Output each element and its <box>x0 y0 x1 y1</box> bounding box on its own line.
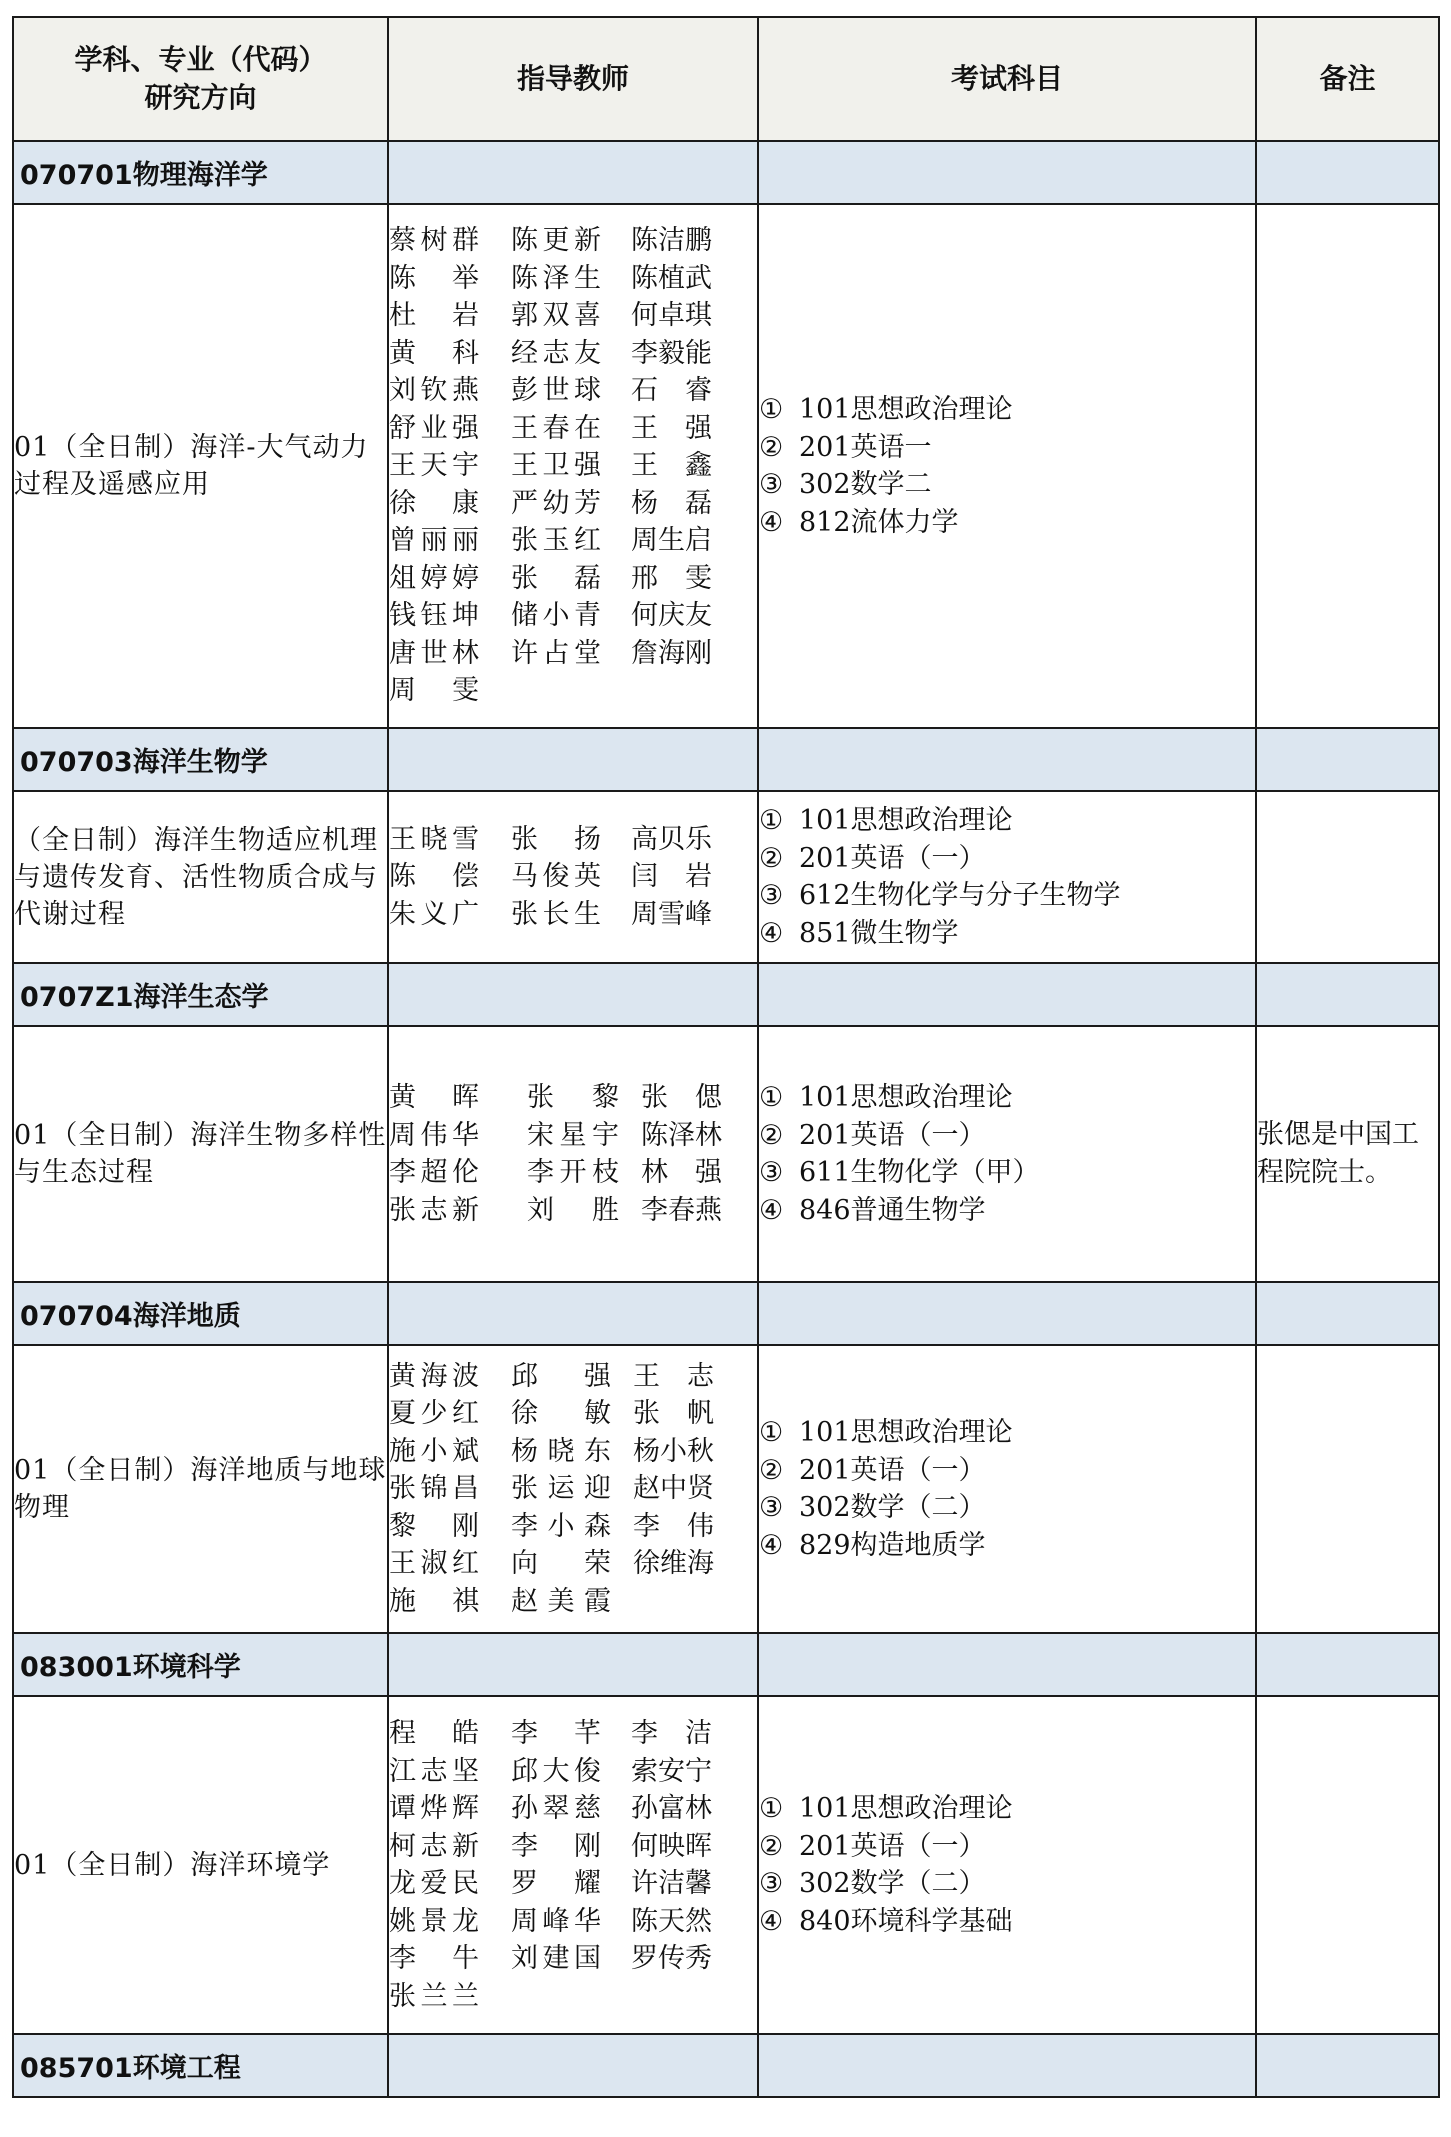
section-title: 070704海洋地质 <box>13 1282 388 1345</box>
exam-item <box>759 840 1255 878</box>
advisor-name: 李超伦 <box>389 1157 479 1188</box>
advisor-name: 石 睿 <box>631 375 712 407</box>
exam-number: ④ <box>759 917 784 949</box>
exam-number: ② <box>759 1454 784 1486</box>
exam-subject: 851微生物学 <box>799 917 959 949</box>
advisor-name: 李小森 <box>511 1510 611 1542</box>
exam-item <box>759 1828 1255 1866</box>
advisor-row <box>389 1117 757 1155</box>
section-row <box>13 1282 1439 1345</box>
advisor-name: 刘建国 <box>511 1943 601 1974</box>
advisor-name: 张 偲 <box>641 1082 722 1113</box>
advisor-name: 王天宇 <box>389 450 479 482</box>
advisor-row <box>389 1940 757 1978</box>
advisor-name: 马俊英 <box>511 861 601 893</box>
exam-list <box>758 791 1256 963</box>
exam-number: ③ <box>759 1868 784 1899</box>
exam-number: ④ <box>759 1529 784 1561</box>
exam-item <box>759 1192 1255 1230</box>
exam-item <box>759 1527 1255 1565</box>
advisor-row <box>389 1079 757 1117</box>
table-header <box>13 17 1439 141</box>
advisor-name: 王 强 <box>631 412 712 444</box>
exam-number: ② <box>759 842 784 874</box>
exam-subject: 201英语一 <box>799 431 932 463</box>
advisor-row <box>389 1978 757 2016</box>
advisor-name: 李 芊 <box>511 1718 601 1749</box>
advisor-name: 何映晖 <box>631 1830 712 1862</box>
advisor-name: 严幼芳 <box>511 487 601 519</box>
advisor-row <box>389 447 757 485</box>
advisor-name: 施 祺 <box>389 1585 479 1617</box>
advisor-name: 赵中贤 <box>633 1473 714 1505</box>
advisor-name: 张 黎 <box>527 1082 619 1113</box>
advisor-list <box>388 204 758 728</box>
advisor-name: 姚景龙 <box>389 1905 479 1937</box>
exam-number: ④ <box>759 506 784 538</box>
advisor-name <box>631 672 691 710</box>
exam-item <box>759 466 1255 504</box>
advisor-name: 李 牛 <box>389 1943 479 1974</box>
advisor-name: 李毅能 <box>631 337 712 369</box>
direction-row <box>13 1696 1439 2034</box>
exam-number: ① <box>759 1082 784 1113</box>
exam-subject: 201英语（一） <box>799 1830 986 1862</box>
exam-number: ③ <box>759 1492 784 1523</box>
exam-subject: 101思想政治理论 <box>799 394 1013 425</box>
advisor-row <box>389 560 757 598</box>
advisor-row <box>389 858 757 896</box>
advisor-name: 罗 耀 <box>511 1868 601 1899</box>
exam-number: ① <box>759 805 784 836</box>
exam-number: ④ <box>759 1194 784 1226</box>
exam-number: ① <box>759 1793 784 1824</box>
advisor-name: 高贝乐 <box>631 823 712 855</box>
advisor-row <box>389 1865 757 1903</box>
advisor-row <box>389 896 757 934</box>
advisor-name: 宋星宇 <box>527 1119 619 1151</box>
advisor-name: 王 鑫 <box>631 450 712 482</box>
advisor-name: 杨晓东 <box>511 1435 611 1467</box>
advisor-name: 施小斌 <box>389 1435 479 1467</box>
exam-subject: 812流体力学 <box>799 506 959 538</box>
advisor-name: 索安宁 <box>631 1755 712 1787</box>
advisor-name: 王 志 <box>633 1360 714 1392</box>
advisor-name: 舒业强 <box>389 412 479 444</box>
exam-list <box>758 204 1256 728</box>
advisor-name: 夏少红 <box>389 1398 479 1430</box>
note-cell <box>1256 1345 1439 1633</box>
advisor-name <box>633 1583 701 1621</box>
advisor-row <box>389 1545 757 1583</box>
advisor-row <box>389 297 757 335</box>
advisor-name: 李 伟 <box>633 1510 714 1542</box>
advisor-name: 唐世林 <box>389 637 479 669</box>
exam-item <box>759 1079 1255 1117</box>
advisor-name: 周峰华 <box>511 1905 601 1937</box>
exam-item <box>759 1790 1255 1828</box>
advisor-name: 何卓琪 <box>631 300 712 332</box>
advisor-name: 陈泽生 <box>511 262 601 294</box>
advisor-name: 黄 晖 <box>389 1082 479 1113</box>
advisor-row <box>389 597 757 635</box>
advisor-name: 张长生 <box>511 898 601 930</box>
advisor-row <box>389 335 757 373</box>
advisor-name: 罗传秀 <box>631 1943 712 1974</box>
exam-item <box>759 391 1255 429</box>
advisor-row <box>389 1583 757 1621</box>
exam-list <box>758 1026 1256 1282</box>
section-row <box>13 963 1439 1026</box>
exam-item <box>759 1452 1255 1490</box>
advisor-row <box>389 1395 757 1433</box>
exam-item <box>759 1414 1255 1452</box>
exam-number: ③ <box>759 469 784 500</box>
exam-number: ① <box>759 1417 784 1448</box>
exam-item <box>759 429 1255 467</box>
advisor-name: 周生启 <box>631 525 712 557</box>
direction-row <box>13 1026 1439 1282</box>
section-row <box>13 2034 1439 2097</box>
advisor-name: 刘钦燕 <box>389 375 479 407</box>
advisor-name: 许占堂 <box>511 637 601 669</box>
advisor-name: 张 磊 <box>511 562 601 594</box>
exam-number: ③ <box>759 1157 784 1188</box>
exam-subject: 201英语（一） <box>799 1119 986 1151</box>
exam-subject: 840环境科学基础 <box>799 1905 1013 1937</box>
advisor-name: 黄海波 <box>389 1360 479 1392</box>
exam-subject: 829构造地质学 <box>799 1529 986 1561</box>
header-subject-line1: 学科、专业（代码） <box>74 43 327 76</box>
advisor-name: 张 扬 <box>511 823 601 855</box>
exam-item <box>759 802 1255 840</box>
advisor-name: 邢 雯 <box>631 562 712 594</box>
advisor-name: 陈 举 <box>389 262 479 294</box>
advisor-name: 周雪峰 <box>631 898 712 930</box>
advisor-name: 黎 刚 <box>389 1510 479 1542</box>
advisor-name: 谭烨辉 <box>389 1793 479 1824</box>
exam-item <box>759 1117 1255 1155</box>
exam-subject: 101思想政治理论 <box>799 1417 1013 1448</box>
note-cell <box>1256 1696 1439 2034</box>
advisor-name: 杨小秋 <box>633 1435 714 1467</box>
advisor-name: 郭双喜 <box>511 300 601 332</box>
advisor-name: 王春在 <box>511 412 601 444</box>
exam-subject: 201英语（一） <box>799 1454 986 1486</box>
advisor-name <box>479 1978 601 2016</box>
research-direction: 01（全日制）海洋环境学 <box>13 1696 388 2034</box>
section-title: 083001环境科学 <box>13 1633 388 1696</box>
exam-item <box>759 1865 1255 1903</box>
advisor-list <box>388 1696 758 2034</box>
header-subject-line2: 研究方向 <box>144 81 257 114</box>
advisor-name: 孙翠慈 <box>511 1793 601 1824</box>
advisor-name: 张兰兰 <box>389 1980 479 2012</box>
advisor-name: 王淑红 <box>389 1548 479 1580</box>
advisor-name: 闫 岩 <box>631 861 712 893</box>
research-direction: 01（全日制）海洋地质与地球物理 <box>13 1345 388 1633</box>
advisor-row <box>389 1903 757 1941</box>
advisor-name: 陈 偿 <box>389 861 479 893</box>
advisor-name: 向 荣 <box>511 1548 611 1580</box>
exam-subject: 101思想政治理论 <box>799 1082 1013 1113</box>
advisor-name: 张锦昌 <box>389 1473 479 1505</box>
advisor-name: 江志坚 <box>389 1755 479 1787</box>
advisor-row <box>389 672 757 710</box>
advisor-row <box>389 635 757 673</box>
admissions-table <box>12 16 1440 2098</box>
research-direction: （全日制）海洋生物适应机理与遗传发育、活性物质合成与代谢过程 <box>13 791 388 963</box>
section-title: 085701环境工程 <box>13 2034 388 2097</box>
advisor-name: 李 刚 <box>511 1830 601 1862</box>
exam-item <box>759 877 1255 915</box>
advisor-row <box>389 1828 757 1866</box>
advisor-name: 徐维海 <box>633 1548 714 1580</box>
header-exams: 考试科目 <box>758 17 1256 141</box>
direction-row <box>13 1345 1439 1633</box>
advisor-name: 徐 康 <box>389 487 479 519</box>
direction-row <box>13 791 1439 963</box>
exam-list <box>758 1696 1256 2034</box>
advisor-name: 王晓雪 <box>389 823 479 855</box>
exam-subject: 302数学（二） <box>799 1868 986 1899</box>
exam-item <box>759 1154 1255 1192</box>
advisor-list <box>388 1026 758 1282</box>
advisor-row <box>389 522 757 560</box>
advisor-row <box>389 1358 757 1396</box>
header-advisors: 指导教师 <box>388 17 758 141</box>
advisor-name: 孙富林 <box>631 1793 712 1824</box>
note-cell: 张偲是中国工程院院士。 <box>1256 1026 1439 1282</box>
advisor-name: 詹海刚 <box>631 637 712 669</box>
section-row <box>13 728 1439 791</box>
exam-subject: 612生物化学与分子生物学 <box>799 880 1121 911</box>
advisor-row <box>389 1433 757 1471</box>
advisor-name: 张 帆 <box>633 1398 714 1430</box>
advisor-name: 陈泽林 <box>641 1119 722 1151</box>
exam-subject: 101思想政治理论 <box>799 805 1013 836</box>
advisor-row <box>389 1470 757 1508</box>
advisor-name <box>479 672 601 710</box>
advisor-row <box>389 372 757 410</box>
section-title: 070703海洋生物学 <box>13 728 388 791</box>
exam-subject: 846普通生物学 <box>799 1194 986 1226</box>
section-title: 0707Z1海洋生态学 <box>13 963 388 1026</box>
advisor-name: 许洁馨 <box>631 1868 712 1899</box>
exam-subject: 302数学（二） <box>799 1492 986 1523</box>
advisor-row <box>389 1508 757 1546</box>
advisor-row <box>389 1790 757 1828</box>
advisor-name: 曾丽丽 <box>389 525 479 557</box>
advisor-name: 钱钰坤 <box>389 600 479 632</box>
advisor-name: 黄 科 <box>389 337 479 369</box>
section-title: 070701物理海洋学 <box>13 141 388 204</box>
advisor-row <box>389 1753 757 1791</box>
advisor-name: 周 雯 <box>389 675 479 707</box>
exam-subject: 611生物化学（甲） <box>799 1157 1040 1188</box>
advisor-name: 赵美霞 <box>511 1585 611 1617</box>
header-subject <box>13 17 388 141</box>
advisor-name: 邱 强 <box>511 1360 611 1392</box>
advisor-row <box>389 260 757 298</box>
advisor-row <box>389 485 757 523</box>
advisor-name <box>631 1978 691 2016</box>
advisor-name: 朱义广 <box>389 898 479 930</box>
exam-number: ② <box>759 1830 784 1862</box>
advisor-row <box>389 410 757 448</box>
exam-number: ② <box>759 1119 784 1151</box>
advisor-row <box>389 1192 757 1230</box>
exam-number: ① <box>759 394 784 425</box>
direction-row <box>13 204 1439 728</box>
advisor-name: 陈更新 <box>511 225 601 257</box>
exam-item <box>759 915 1255 953</box>
research-direction: 01（全日制）海洋-大气动力过程及遥感应用 <box>13 204 388 728</box>
exam-number: ④ <box>759 1905 784 1937</box>
advisor-name: 张志新 <box>389 1194 479 1226</box>
exam-item <box>759 1903 1255 1941</box>
section-row <box>13 1633 1439 1696</box>
advisor-name: 柯志新 <box>389 1830 479 1862</box>
exam-number: ③ <box>759 880 784 911</box>
exam-number: ② <box>759 431 784 463</box>
advisor-name: 邱大俊 <box>511 1755 601 1787</box>
note-cell <box>1256 791 1439 963</box>
section-row <box>13 141 1439 204</box>
note-cell <box>1256 204 1439 728</box>
exam-list <box>758 1345 1256 1633</box>
advisor-row <box>389 1154 757 1192</box>
advisor-name: 储小青 <box>511 600 601 632</box>
advisor-name: 俎婷婷 <box>389 562 479 594</box>
advisor-name: 李春燕 <box>641 1194 722 1226</box>
advisor-list <box>388 1345 758 1633</box>
advisor-row <box>389 1715 757 1753</box>
advisor-row <box>389 222 757 260</box>
advisor-name: 陈天然 <box>631 1905 712 1937</box>
advisor-name: 蔡树群 <box>389 225 479 257</box>
advisor-name: 龙爱民 <box>389 1868 479 1899</box>
advisor-row <box>389 821 757 859</box>
research-direction: 01（全日制）海洋生物多样性与生态过程 <box>13 1026 388 1282</box>
exam-item <box>759 504 1255 542</box>
advisor-name: 经志友 <box>511 337 601 369</box>
advisor-name: 林 强 <box>641 1157 722 1188</box>
advisor-name: 徐 敏 <box>511 1398 611 1430</box>
advisor-name: 杨 磊 <box>631 487 712 519</box>
advisor-name: 何庆友 <box>631 600 712 632</box>
header-notes: 备注 <box>1256 17 1439 141</box>
advisor-name: 李开枝 <box>527 1157 619 1188</box>
exam-subject: 201英语（一） <box>799 842 986 874</box>
advisor-name: 周伟华 <box>389 1119 479 1151</box>
advisor-name: 李 洁 <box>631 1718 712 1749</box>
advisor-name: 张运迎 <box>511 1473 611 1505</box>
exam-subject: 302数学二 <box>799 469 932 500</box>
advisor-name: 王卫强 <box>511 450 601 482</box>
advisor-name: 刘 胜 <box>527 1194 619 1226</box>
advisor-list <box>388 791 758 963</box>
advisor-name: 程 皓 <box>389 1718 479 1749</box>
advisor-name: 彭世球 <box>511 375 601 407</box>
exam-item <box>759 1489 1255 1527</box>
advisor-name: 杜 岩 <box>389 300 479 332</box>
advisor-name: 张玉红 <box>511 525 601 557</box>
advisor-name: 陈植武 <box>631 262 712 294</box>
exam-subject: 101思想政治理论 <box>799 1793 1013 1824</box>
advisor-name: 陈洁鹏 <box>631 225 712 257</box>
